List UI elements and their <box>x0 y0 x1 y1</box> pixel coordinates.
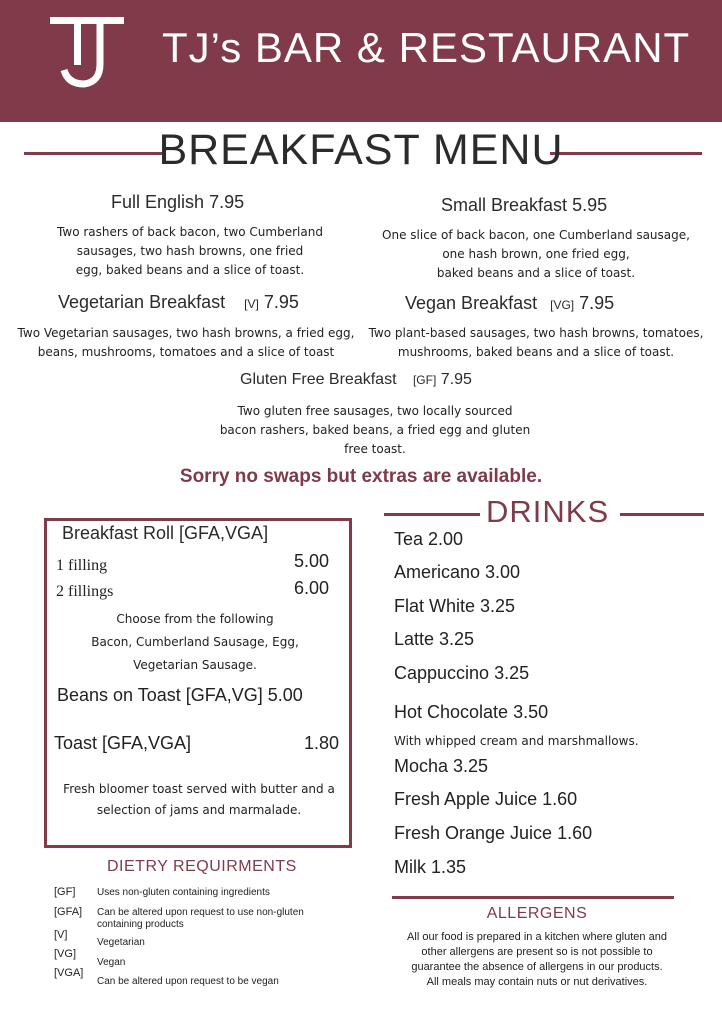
code-v-desc: Vegetarian <box>97 937 145 948</box>
desc-line: Two plant-based sausages, two hash browns, tomatoes, <box>368 326 704 340</box>
gluten-free-price: 7.95 <box>440 371 472 388</box>
vegan-desc <box>364 324 708 362</box>
desc-line: Two rashers of back bacon, two Cumberland <box>57 225 323 239</box>
vegetarian-title <box>58 292 299 313</box>
desc-line: Fresh bloomer toast served with butter and a <box>63 782 335 796</box>
small-breakfast-title <box>441 195 607 216</box>
beans-on-toast: Beans on Toast [GFA,VG] 5.00 <box>57 685 303 705</box>
drink-apple-juice: Fresh Apple Juice 1.60 <box>394 789 578 809</box>
breakfast-roll-title: Breakfast Roll [GFA,VGA] <box>62 523 269 543</box>
toast-label: Toast [GFA,VGA] <box>54 733 192 753</box>
gluten-free-title <box>240 371 472 389</box>
vegan-price: 7.95 <box>579 293 615 313</box>
toast-price: 1.80 <box>304 733 340 753</box>
code-v: [V] <box>54 929 68 941</box>
full-english-price: 7.95 <box>209 192 245 212</box>
drink-flat-white: Flat White 3.25 <box>394 596 516 616</box>
choice-line: Vegetarian Sausage. <box>133 658 257 672</box>
allergens-title: ALLERGENS <box>486 905 588 922</box>
allergen-line: other allergens are present so is not possible to <box>421 946 653 958</box>
desc-line: sausages, two hash browns, one fried <box>76 244 304 258</box>
desc-line: One slice of back bacon, one Cumberland sausage, <box>382 228 690 242</box>
code-vg-desc: Vegan <box>97 957 126 968</box>
allergen-line: guarantee the absence of allergens in our products. <box>411 961 663 973</box>
drink-milk: Milk 1.35 <box>394 857 467 877</box>
full-english-desc <box>40 223 340 280</box>
gluten-free-name: Gluten Free Breakfast <box>240 371 397 388</box>
desc-line: mushrooms, baked beans and a slice of toast. <box>397 345 675 359</box>
toast-desc <box>56 779 342 821</box>
vegetarian-name: Vegetarian Breakfast <box>58 292 226 312</box>
vegetarian-desc <box>14 324 358 362</box>
vegetarian-tag: [V] <box>244 297 259 311</box>
drink-cappuccino: Cappuccino 3.25 <box>394 663 530 683</box>
drinks-rule-left <box>384 513 480 516</box>
tj-logo <box>48 14 126 90</box>
code-vga: [VGA] <box>54 967 84 979</box>
desc-line: selection of jams and marmalade. <box>96 803 302 817</box>
fillings-choice <box>60 608 330 677</box>
vegetarian-price: 7.95 <box>263 292 299 312</box>
drink-orange-juice: Fresh Orange Juice 1.60 <box>394 823 593 843</box>
drink-latte: Latte 3.25 <box>394 629 475 649</box>
two-fillings-price: 6.00 <box>294 578 330 598</box>
desc-line: beans, mushrooms, tomatoes and a slice of toast <box>37 345 335 359</box>
gluten-free-desc <box>210 402 540 459</box>
code-vg: [VG] <box>54 948 77 960</box>
desc-line: Two gluten free sausages, two locally sourced <box>237 404 513 418</box>
vegan-name: Vegan Breakfast <box>405 293 538 313</box>
one-filling-price: 5.00 <box>294 551 330 571</box>
desc-line: baked beans and a slice of toast. <box>436 266 636 280</box>
full-english-title <box>111 192 244 213</box>
drink-mocha: Mocha 3.25 <box>394 756 489 776</box>
desc-line: free toast. <box>344 442 406 456</box>
desc-line: Two Vegetarian sausages, two hash browns, a fried egg, <box>17 326 355 340</box>
code-gfa: [GFA] <box>54 906 83 918</box>
desc-line: bacon rashers, baked beans, a fried egg and gluten <box>219 423 531 437</box>
drinks-rule-right <box>620 513 704 516</box>
full-english-name: Full English <box>111 192 205 212</box>
small-breakfast-price: 5.95 <box>572 195 608 215</box>
choice-line: Choose from the following <box>116 612 274 626</box>
drink-hot-chocolate: Hot Chocolate 3.50 <box>394 702 549 722</box>
vegan-title <box>405 293 614 314</box>
one-filling-label: 1 filling <box>56 557 108 574</box>
drink-tea: Tea 2.00 <box>394 529 464 549</box>
gluten-free-tag: [GF] <box>412 373 437 387</box>
code-gfa-desc: Can be altered upon request to use non-gluten containing products <box>97 907 304 930</box>
allergen-line: All meals may contain nuts or nut derivatives. <box>426 976 648 988</box>
code-gf-desc: Uses non-gluten containing ingredients <box>97 887 270 898</box>
code-gf: [GF] <box>54 886 76 898</box>
drinks-title: DRINKS <box>486 494 610 529</box>
dietary-title: DIETRY REQUIRMENTS <box>107 858 297 875</box>
hot-chocolate-note: With whipped cream and marshmallows. <box>394 734 639 748</box>
allergen-line: All our food is prepared in a kitchen where gluten and <box>407 931 667 943</box>
vegan-tag: [VG] <box>550 298 575 312</box>
menu-title: BREAKFAST MENU <box>158 126 564 174</box>
restaurant-name: TJ’s BAR & RESTAURANT <box>162 24 691 71</box>
drink-americano: Americano 3.00 <box>394 562 521 582</box>
allergens-text <box>378 930 696 990</box>
small-breakfast-desc <box>376 226 696 283</box>
allergens-rule <box>392 896 674 899</box>
small-breakfast-name: Small Breakfast <box>441 195 568 215</box>
desc-line: one hash brown, one fried egg, <box>442 247 630 261</box>
two-fillings-label: 2 fillings <box>56 583 114 600</box>
code-vga-desc: Can be altered upon request to be vegan <box>97 976 279 987</box>
no-swaps-notice: Sorry no swaps but extras are available. <box>179 466 543 487</box>
choice-line: Bacon, Cumberland Sausage, Egg, <box>91 635 299 649</box>
desc-line: egg, baked beans and a slice of toast. <box>75 263 305 277</box>
